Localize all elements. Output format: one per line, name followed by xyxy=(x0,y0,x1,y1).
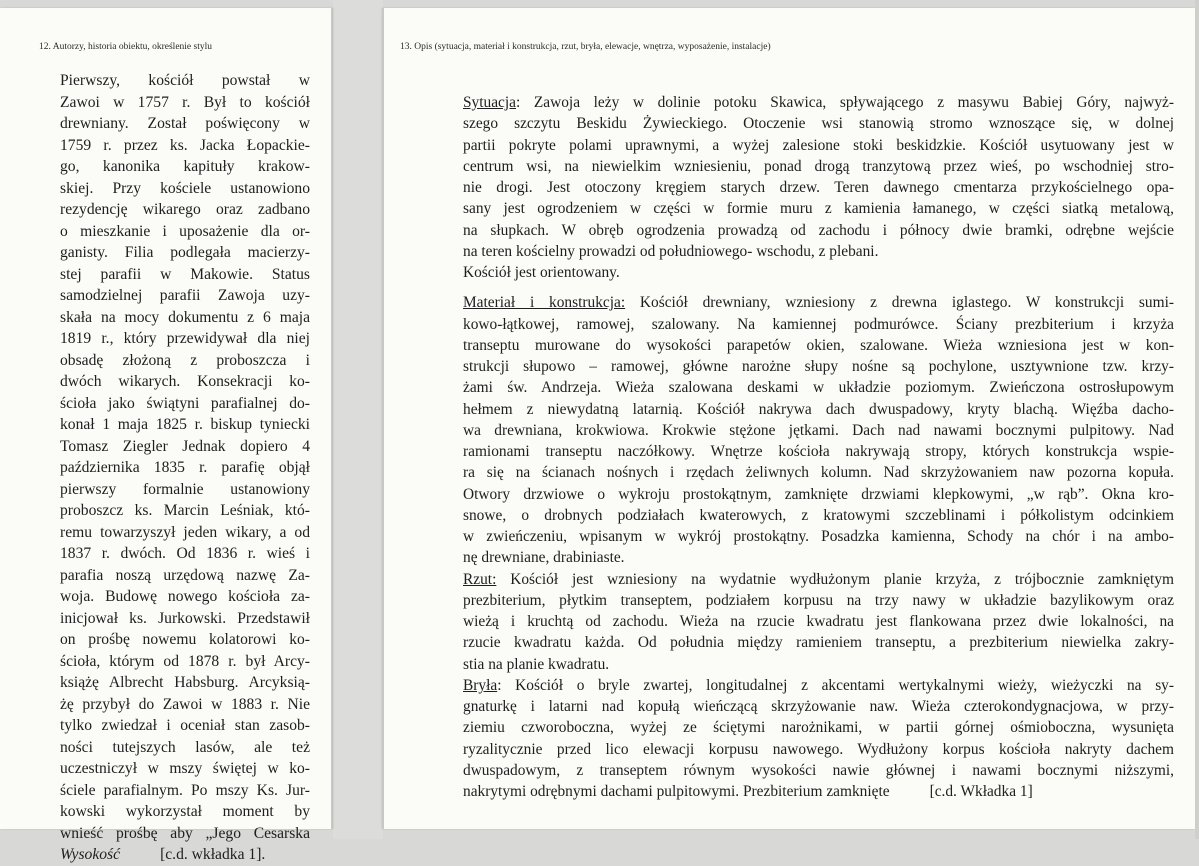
text-line: na słupkach. W obręb ogrodzenia prowadzą od zachodu i północy dwie bramki, odrębne wejście xyxy=(463,221,1174,239)
text-line: sany jest ogrodzeniem w części w formie muru z kamienia łamanego, w części siatką metalową, xyxy=(463,200,1174,218)
text-line: proboszcz ks. Marcin Leśniak, któ- xyxy=(60,502,310,519)
text-line: drewniany. Został poświęcony w xyxy=(60,115,310,132)
material-heading: Materiał i konstrukcja: xyxy=(463,294,626,312)
text-line: 1819 r., który przewidywał dla niej xyxy=(60,330,310,347)
text-line: gnaturkę i latarni nad kopułą wieńczącą skrzyżowanie naw. Wieża czterokondygnacjowa, w przy- xyxy=(463,698,1174,715)
text-line: transeptu murowane do wysokości parapetów okien, szalowane. Wieża wzniesiona jest w kon- xyxy=(463,336,1174,354)
text-line: o mieszkanie i uposażenie dla or- xyxy=(60,222,310,240)
continuation-note: [c.d. Wkładka 1] xyxy=(929,783,1033,800)
text-line: woja. Budowę nowego kościoła za- xyxy=(60,588,310,605)
text-line: uczestniczył w mszy świętej w ko- xyxy=(60,760,310,777)
text-line: 1837 r. dwóch. Od 1836 r. wieś i xyxy=(60,545,310,562)
history-text xyxy=(60,70,310,866)
text-line: książę Albrecht Habsburg. Arcyksią- xyxy=(60,674,310,691)
text-line: Otwory drzwiowe o wykroju prostokątnym, zamknięte drzwiami klepkowymi, „w rąb”. Okna kro- xyxy=(463,485,1174,503)
text-line: rezydencję wikarego oraz zadbano xyxy=(60,201,310,218)
text-line: on prośbę nowemu kolatorowi ko- xyxy=(60,631,310,648)
text-line: żami św. Andrzeja. Wieża szalowana deskami w układzie poziomym. Zwieńczona ostrosłupowym xyxy=(463,379,1174,397)
text-line: ziemiu czworoboczna, wyżej ze ściętymi narożnikami, w partii górnej ośmioboczna, wysunięta xyxy=(463,719,1174,737)
text-line: wnieść prośbę aby „Jego Cesarska xyxy=(60,824,310,842)
section-header-13: 13. Opis (sytuacja, materiał i konstrukcja, rzut, bryła, elewacje, wnętrza, wyposażenie, instalacje) xyxy=(400,42,771,52)
text-line: dwóch wikarych. Konsekracji ko- xyxy=(60,373,310,390)
text-line: tylko zwiedzał i oceniał stan zasob- xyxy=(60,717,310,734)
sytuacja-first-line xyxy=(463,92,1174,113)
text-line: go, kanonika kapituły krakow- xyxy=(60,158,310,175)
description-text xyxy=(463,92,1174,802)
rzut-heading: Rzut: xyxy=(463,570,497,588)
text-line: inicjował ks. Jurkowski. Przedstawił xyxy=(60,609,310,627)
text-line: 1759 r. przez ks. Jacka Łopackie- xyxy=(60,136,310,154)
text-line: kowski wykorzystał moment by xyxy=(60,803,310,820)
page-gutter xyxy=(333,0,383,839)
sytuacja-heading: Sytuacja xyxy=(463,94,516,111)
text-line: żę przybył do Zawoi w 1883 r. Nie xyxy=(60,695,310,713)
text-line: rzucie kwadratu każda. Od południa między ramieniem transeptu, a prezbiterium niewielka zakry- xyxy=(463,634,1174,652)
text-line: ściele parafialnym. Po mszy Ks. Jur- xyxy=(60,781,310,799)
text-line: stej parafii w Makowie. Status xyxy=(60,265,310,283)
section-header-12: 12. Autorzy, historia obiektu, określenie stylu xyxy=(39,42,212,52)
text-line: nie drogi. Jest otoczony kręgiem starych drzew. Teren dawnego cmentarza przykościelnego opa- xyxy=(463,179,1174,196)
material-last-line xyxy=(463,547,1174,568)
sytuacja-last-line xyxy=(463,241,1174,262)
text-line: szego szczytu Beskidu Żywieckiego. Otoczenie wsi stanowią stromo wznoszące się, w dolnej xyxy=(463,115,1174,133)
text-line: ścioła, którym od 1878 r. był Arcy- xyxy=(60,652,310,670)
text-line: prezbiterium, płytkim transeptem, podziałem korpusu na trzy nawy w układzie bazylikowym oraz xyxy=(463,591,1174,609)
text-line-end: nakrytymi odrębnymi dachami pulpitowymi. Prezbiterium zamknięte xyxy=(463,783,890,800)
text-line: ramionami transeptu naczółkowy. Wnętrze kościoła nakrywają stropy, których konstrukcja wspie- xyxy=(463,443,1174,460)
bryla-heading: Bryła xyxy=(463,676,498,694)
text-line: konał 1 maja 1825 r. biskup tyniecki xyxy=(60,416,310,433)
page-edge xyxy=(1195,0,1199,839)
text-line: obsadę złożoną z proboszcza i xyxy=(60,351,310,369)
sytuacja-lead: : Zawoja leży w dolinie potoku Skawica, spływającego z masywu Babiej Góry, najwyż- xyxy=(516,94,1174,111)
bryla-first-line xyxy=(463,675,1174,696)
right-page xyxy=(383,8,1195,829)
text-line-last xyxy=(60,844,310,866)
text-line: samodzielnej parafii Zawoja uzy- xyxy=(60,287,310,304)
text-line: ganisty. Filia podlegała macierzy- xyxy=(60,244,310,261)
text-line-end: stia na planie kwadratu. xyxy=(463,655,610,673)
bryla-last-line xyxy=(463,781,1174,802)
text-line-end: na teren kościelny prowadzi od południowego- wschodu, z plebani. xyxy=(463,242,879,260)
text-line: centrum wsi, na niewielkim wzniesieniu, ponad drogą tranzytową przez wieś, po wschodniej stro- xyxy=(463,157,1174,175)
text-line: Zawoi w 1757 r. Był to kościół xyxy=(60,93,310,111)
text-line: w zwieńczeniu, wpisanym w wykrój prostokątny. Posadzka kamienna, Schody na chór i na ambo- xyxy=(463,528,1174,545)
text-line: ścioła jako świątyni parafialnej do- xyxy=(60,394,310,412)
text-line: Pierwszy, kościół powstał w xyxy=(60,72,310,89)
text-line: skiej. Przy kościele ustanowiono xyxy=(60,179,310,197)
text-line: dwuspadowym, z transeptem równym wysokości nawie głównej i nawami bocznymi niższymi, xyxy=(463,761,1174,779)
italic-word: Wysokość xyxy=(60,846,121,863)
text-line: partii pokryte polami uprawnymi, a wyżej zalesione stoki beskidzkie. Kościół usytuowany jest w xyxy=(463,136,1174,154)
text-line: skała na mocy dokumentu z 6 maja xyxy=(60,308,310,326)
bryla-lead: : Kościół o bryle zwartej, longitudalnej z akcentami wertykalnymi wieży, wieżyczki na sy- xyxy=(497,676,1174,694)
text-line: parafia noszą urzędową nazwę Za- xyxy=(60,566,310,584)
text-line: strukcji słupowo – ramowej, główne narożne słupy nośne są pochylone, usztywnione tzw. krzy- xyxy=(463,358,1174,375)
rzut-last-line xyxy=(463,654,1174,675)
text-line: wieżą i kruchtą od zachodu. Wieża na rzucie kwadratu jest flankowana przez dwie lokalności, na xyxy=(463,613,1174,630)
text-line: ra się na ścianach nośnych i rzędach żeliwnych kolumn. Nad skrzyżowaniem naw pozorna kopuła. xyxy=(463,464,1174,482)
text-line: października 1835 r. parafię objął xyxy=(60,459,310,476)
text-line: remu towarzyszył jeden wikary, a od xyxy=(60,523,310,541)
text-line: ryzalitycznie przed lico elewacji korpusu nawowego. Wydłużony korpus kościoła nakryty dachem xyxy=(463,740,1174,758)
text-line: Tomasz Ziegler Jednak dopiero 4 xyxy=(60,437,310,455)
material-lead: Kościół drewniany, wzniesiony z drewna iglastego. W konstrukcji sumi- xyxy=(625,294,1174,312)
rzut-first-line xyxy=(463,569,1174,590)
text-line-end: nę drewniane, drabiniaste. xyxy=(463,549,625,567)
paragraph-gap xyxy=(463,283,1174,292)
text-line: kowo-łątkowej, ramowej, szalowany. Na kamiennej podmurówce. Ściany prezbiterium i krzyża xyxy=(463,315,1174,333)
material-first-line xyxy=(463,292,1174,313)
text-line: hełmem z niewydatną latarnią. Kościół nakrywa dach dwuspadowy, kryty blachą. Więźba dacho- xyxy=(463,400,1174,418)
text-line: ności tutejszych lasów, ale też xyxy=(60,738,310,756)
orientation-note: Kościół jest orientowany. xyxy=(463,264,620,281)
left-page xyxy=(0,8,332,863)
text-line: snowe, o drobnych podziałach kwaterowych, z kratowymi szczeblinami i półkolistym odcinkiem xyxy=(463,506,1174,524)
continuation-note: [c.d. wkładka 1]. xyxy=(160,846,266,863)
text-line: wa drewniana, krokwiowa. Krokwie stężone jętkami. Dach nad nawami bocznymi pulpitowy. Nad xyxy=(463,421,1174,439)
rzut-lead: Kościół jest wzniesiony na wydatnie wydłużonym planie krzyża, z trójbocznie zamkniętym xyxy=(496,570,1174,588)
text-line: pierwszy formalnie ustanowiony xyxy=(60,480,310,498)
